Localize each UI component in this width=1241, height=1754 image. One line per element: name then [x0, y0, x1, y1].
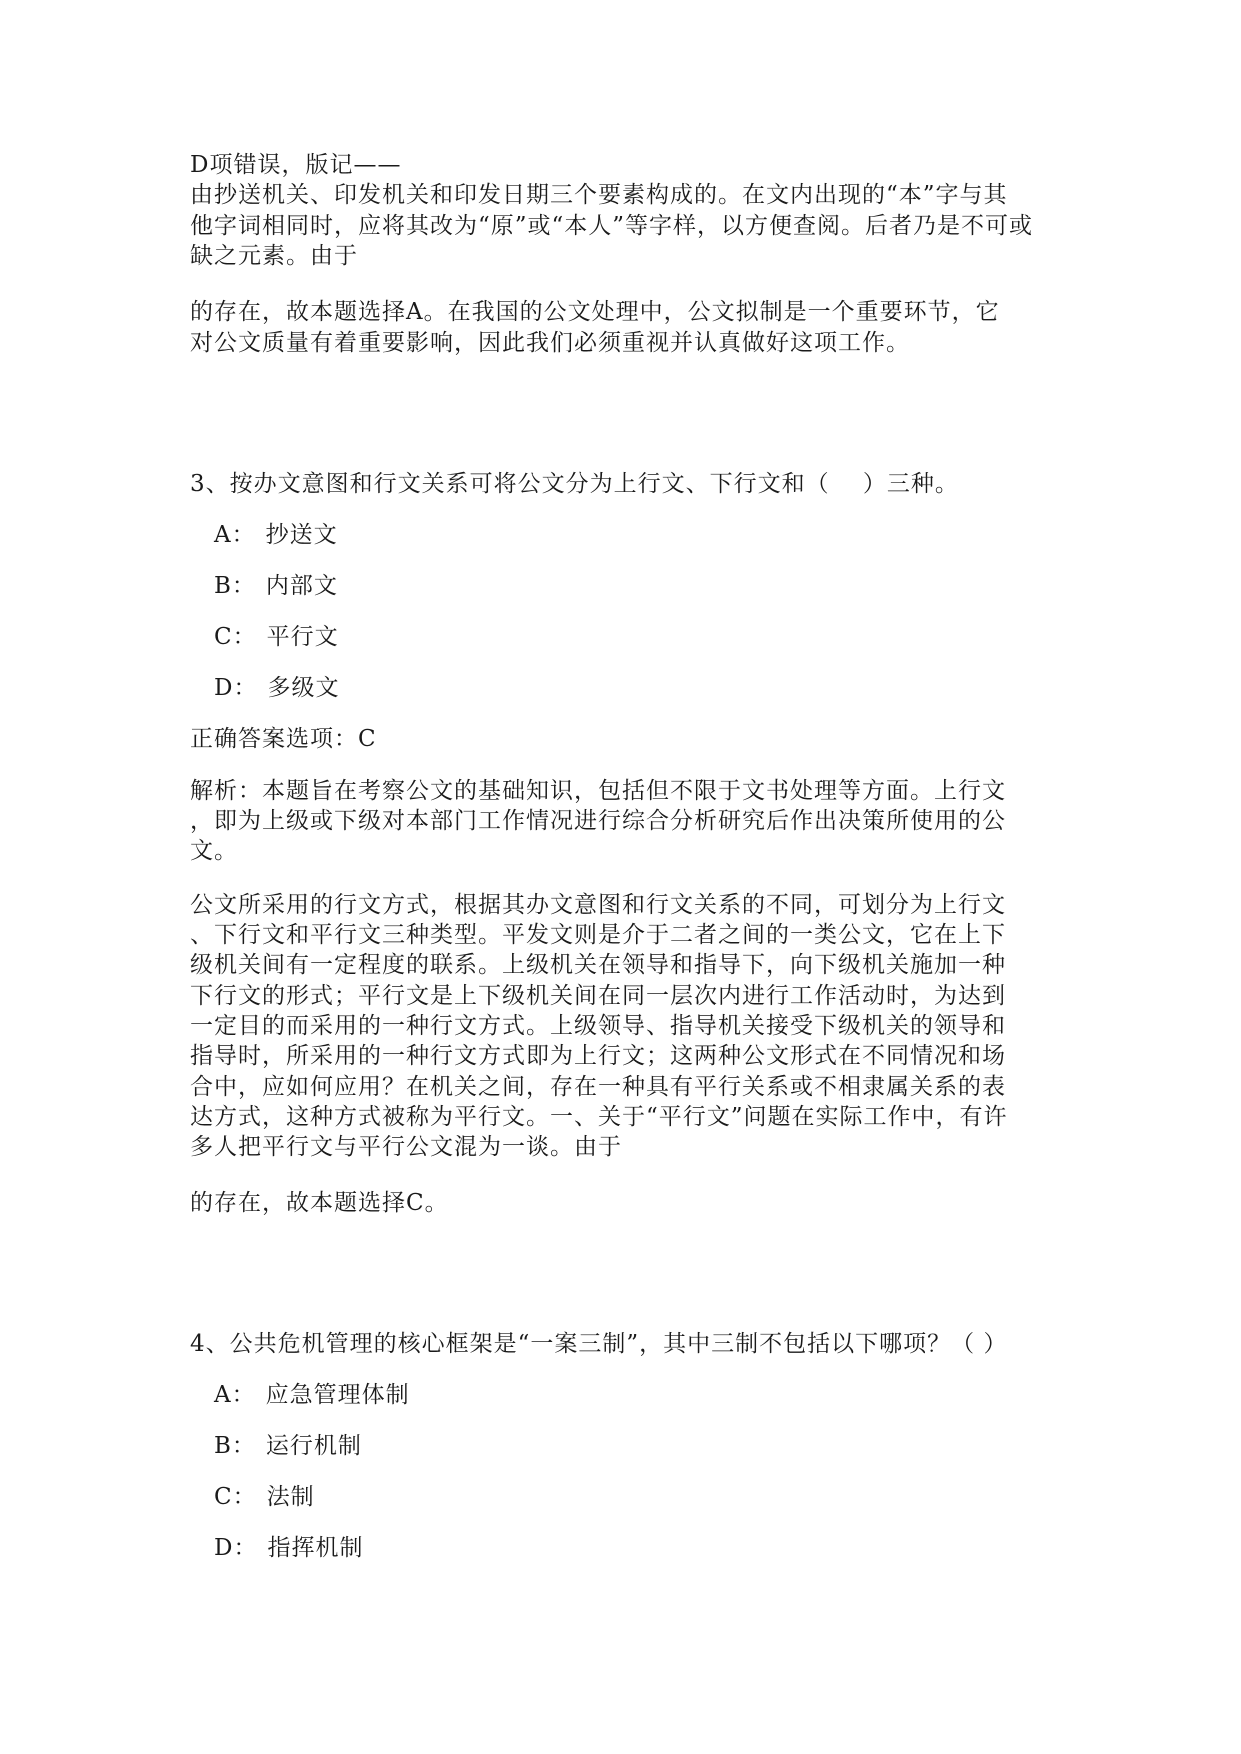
text-line: 的存在，故本题选择A。在我国的公文处理中，公文拟制是一个重要环节，它: [190, 299, 1000, 325]
paragraph-line: 下行文的形式；平行文是上下级机关间在同一层次内进行工作活动时，为达到: [190, 983, 1006, 1009]
option-letter: A: [214, 1382, 232, 1408]
option-separator: ：: [231, 522, 256, 548]
paragraph-line: 、下行文和平行文三种类型。平发文则是介于二者之间的一类公文，它在上下: [190, 922, 1006, 948]
question-4-option-a: [214, 1380, 410, 1410]
question-3-option-c: [214, 622, 339, 652]
option-separator: ：: [233, 1535, 258, 1561]
text-line: 缺之元素。由于: [190, 243, 358, 269]
paragraph-line: 达方式，这种方式被称为平行文。一、关于“平行文”问题在实际工作中，有许: [190, 1104, 1008, 1130]
paragraph-line: 级机关间有一定程度的联系。上级机关在领导和指导下，向下级机关施加一种: [190, 952, 1006, 978]
question-3-stem: 3、按办文意图和行文关系可将公文分为上行文、下行文和（ ）三种。: [190, 471, 959, 497]
option-letter: C: [214, 1484, 233, 1510]
analysis-line: ，即为上级或下级对本部门工作情况进行综合分析研究后作出决策所使用的公: [190, 808, 1006, 834]
text-line: 他字词相同时，应将其改为“原”或“本人”等字样，以方便查阅。后者乃是不可或: [190, 213, 1034, 239]
option-text: 指挥机制: [267, 1535, 364, 1561]
option-letter: B: [214, 573, 232, 599]
analysis-line: 解析：本题旨在考察公文的基础知识，包括但不限于文书处理等方面。上行文: [190, 778, 1006, 804]
option-text: 内部文: [265, 573, 338, 599]
paragraph-line: 多人把平行文与平行公文混为一谈。由于: [190, 1134, 622, 1160]
question-3-answer: 正确答案选项：C: [190, 726, 377, 752]
text-line: D项错误，版记——: [190, 152, 402, 178]
option-text: 抄送文: [265, 522, 338, 548]
question-4-stem: 4、公共危机管理的核心框架是“一案三制”，其中三制不包括以下哪项？（ ）: [190, 1331, 1008, 1357]
option-separator: ：: [231, 573, 256, 599]
option-separator: ：: [231, 1433, 256, 1459]
option-text: 法制: [266, 1484, 315, 1510]
question-4-option-d: [214, 1533, 363, 1563]
option-text: 多级文: [267, 675, 340, 701]
question-3-option-a: [214, 520, 338, 550]
paragraph-line: 一定目的而采用的一种行文方式。上级领导、指导机关接受下级机关的领导和: [190, 1013, 1006, 1039]
option-text: 平行文: [266, 624, 339, 650]
text-line: 由抄送机关、印发机关和印发日期三个要素构成的。在文内出现的“本”字与其: [190, 182, 1008, 208]
analysis-line: 文。: [190, 838, 238, 864]
question-4-option-b: [214, 1431, 362, 1461]
paragraph-line: 合中，应如何应用？在机关之间，存在一种具有平行关系或不相隶属关系的表: [190, 1074, 1006, 1100]
option-letter: D: [214, 675, 234, 701]
option-text: 运行机制: [265, 1433, 362, 1459]
option-text: 应急管理体制: [265, 1382, 410, 1408]
option-letter: D: [214, 1535, 234, 1561]
question-3-option-d: [214, 673, 339, 703]
paragraph-line: 公文所采用的行文方式，根据其办文意图和行文关系的不同，可划分为上行文: [190, 892, 1006, 918]
question-4-option-c: [214, 1482, 315, 1512]
option-letter: A: [214, 522, 232, 548]
question-3-option-b: [214, 571, 338, 601]
option-separator: ：: [232, 1484, 257, 1510]
option-letter: B: [214, 1433, 232, 1459]
option-letter: C: [214, 624, 233, 650]
option-separator: ：: [233, 675, 258, 701]
text-line: 对公文质量有着重要影响，因此我们必须重视并认真做好这项工作。: [190, 330, 910, 356]
option-separator: ：: [232, 624, 257, 650]
question-3-conclusion: 的存在，故本题选择C。: [190, 1190, 449, 1216]
option-separator: ：: [231, 1382, 256, 1408]
paragraph-line: 指导时，所采用的一种行文方式即为上行文；这两种公文形式在不同情况和场: [190, 1043, 1006, 1069]
